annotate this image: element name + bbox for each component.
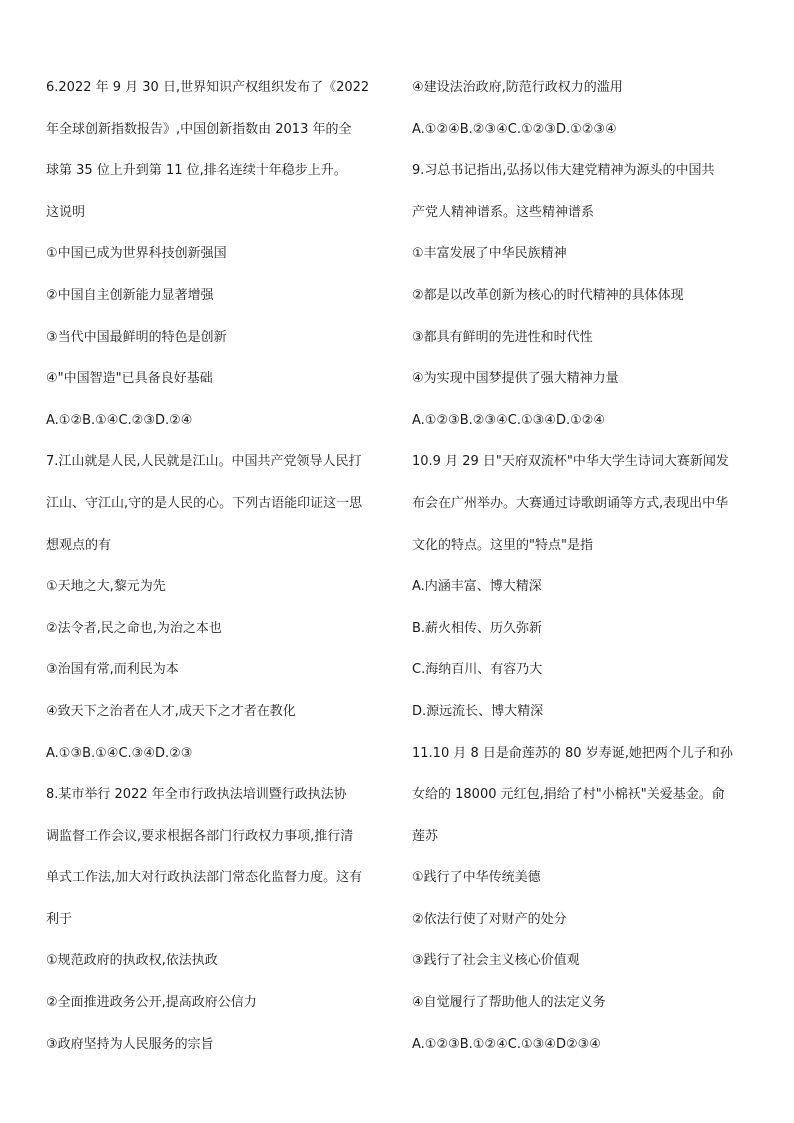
text-line: A.①③B.①④C.③④D.②③: [46, 745, 193, 761]
text-line: 产党人精神谱系。这些精神谱系: [412, 204, 595, 220]
text-line: ①中国已成为世界科技创新强国: [46, 246, 227, 262]
text-line: A.①②B.①④C.②③D.②④: [46, 412, 193, 428]
text-line: ②依法行使了对财产的处分: [412, 911, 567, 927]
text-line: 想观点的有: [46, 537, 112, 553]
text-line: ④为实现中国梦提供了强大精神力量: [412, 371, 619, 387]
text-line: 9.习总书记指出,弘扬以伟大建党精神为源头的中国共: [412, 163, 715, 179]
text-line: 调监督工作会议,要求根据各部门行政权力事项,推行清: [46, 828, 354, 844]
left-column: [46, 74, 392, 1072]
text-line: 6.2022 年 9 月 30 日,世界知识产权组织发布了《2022: [46, 80, 370, 95]
text-line: ①规范政府的执政权,依法执政: [46, 953, 218, 969]
text-line: ④致天下之治者在人才,成天下之才者在教化: [46, 703, 296, 719]
text-line: 球第 35 位上升到第 11 位,排名连续十年稳步上升。: [46, 163, 347, 179]
text-line: 江山、守江山,守的是人民的心。下列古语能印证这一思: [46, 495, 363, 511]
text-line: 单式工作法,加大对行政执法部门常态化监督力度。这有: [46, 870, 363, 886]
text-line: 文化的特点。这里的"特点"是指: [412, 537, 593, 553]
text-line: 莲苏: [412, 828, 439, 844]
text-line: ②全面推进政务公开,提高政府公信力: [46, 995, 257, 1011]
text-line: ②法令者,民之命也,为治之本也: [46, 620, 222, 636]
text-line: B.薪火相传、历久弥新: [412, 620, 543, 636]
text-line: 11.10 月 8 日是俞莲苏的 80 岁寿诞,她把两个儿子和孙: [412, 745, 733, 761]
text-line: D.源远流长、博大精深: [412, 703, 544, 719]
text-line: 这说明: [46, 204, 86, 220]
text-line: ③政府坚持为人民服务的宗旨: [46, 1036, 214, 1052]
text-line: ③都具有鲜明的先进性和时代性: [412, 329, 593, 345]
text-line: 布会在广州举办。大赛通过诗歌朗诵等方式,表现出中华: [412, 495, 729, 511]
text-line: ③当代中国最鲜明的特色是创新: [46, 329, 227, 345]
text-line: A.①②③B.①②④C.①③④D②③④: [412, 1036, 601, 1052]
text-line: ②都是以改革创新为核心的时代精神的具体体现: [412, 287, 684, 303]
text-line: A.①②④B.②③④C.①②③D.①②③④: [412, 121, 617, 137]
text-line: ①践行了中华传统美德: [412, 870, 541, 886]
text-line: ③践行了社会主义核心价值观: [412, 953, 580, 969]
text-line: ①天地之大,黎元为先: [46, 579, 166, 595]
text-line: 年全球创新指数报告》,中国创新指数由 2013 年的全: [46, 121, 352, 137]
text-line: ②中国自主创新能力显著增强: [46, 287, 214, 303]
text-line: A.内涵丰富、博大精深: [412, 579, 542, 595]
text-line: C.海纳百川、有容乃大: [412, 662, 543, 678]
text-line: ④自觉履行了帮助他人的法定义务: [412, 995, 606, 1011]
text-line: ④建设法治政府,防范行政权力的滥用: [412, 80, 623, 95]
text-line: ①丰富发展了中华民族精神: [412, 246, 567, 262]
text-line: 女给的 18000 元红包,捐给了村"小棉袄"关爱基金。俞: [412, 787, 725, 803]
text-line: 8.某市举行 2022 年全市行政执法培训暨行政执法协: [46, 787, 347, 803]
text-line: 利于: [46, 911, 73, 927]
right-column: [412, 74, 758, 1072]
text-line: 7.江山就是人民,人民就是江山。中国共产党领导人民打: [46, 454, 362, 470]
text-line: A.①②③B.②③④C.①③④D.①②④: [412, 412, 606, 428]
text-line: 10.9 月 29 日"天府双流杯"中华大学生诗词大赛新闻发: [412, 454, 729, 470]
text-line: ③治国有常,而利民为本: [46, 662, 179, 678]
text-line: ④"中国智造"已具备良好基础: [46, 371, 213, 387]
